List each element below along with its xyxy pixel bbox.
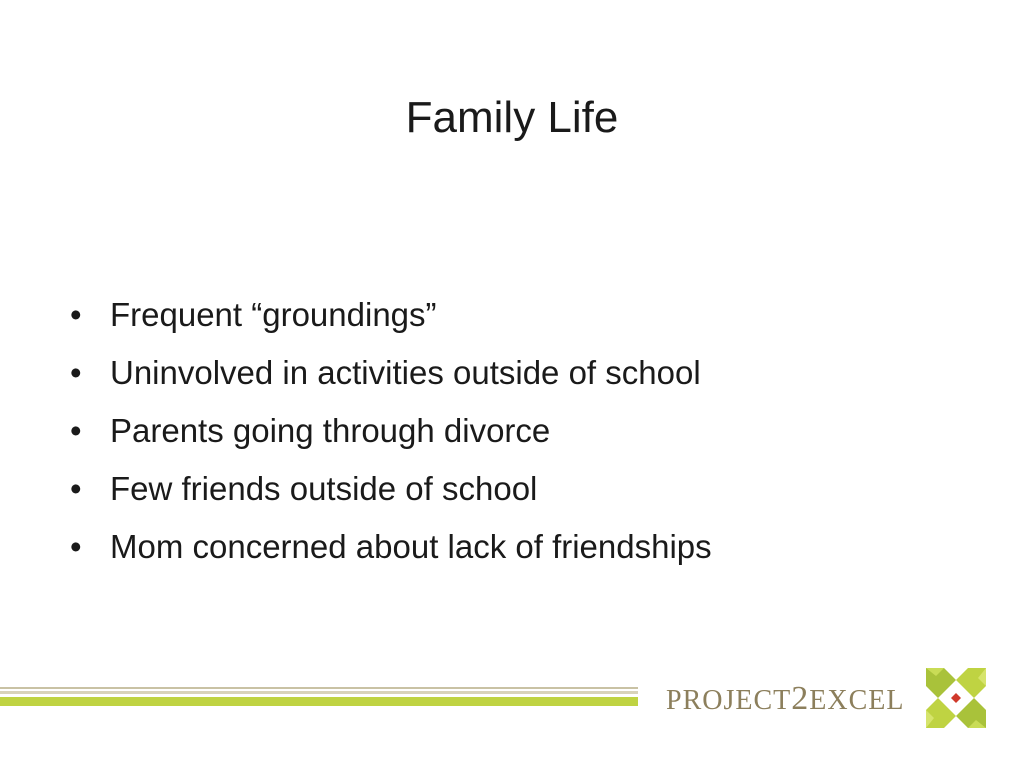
bullet-dot-icon: • <box>70 354 82 391</box>
bullet-text: Mom concerned about lack of friendships <box>110 528 712 565</box>
bullet-dot-icon: • <box>70 412 82 449</box>
x-cross-logo-icon <box>926 668 986 728</box>
footer-line-thin-top <box>0 687 638 689</box>
bullet-item <box>70 344 712 402</box>
bullet-item <box>70 460 712 518</box>
brand-word-project: PROJECT <box>666 685 792 716</box>
bullet-text: Frequent “groundings” <box>110 296 437 333</box>
bullet-list <box>70 286 712 576</box>
bullet-dot-icon: • <box>70 528 82 565</box>
bullet-text: Few friends outside of school <box>110 470 538 507</box>
footer-line-thin-middle <box>0 691 638 694</box>
bullet-item <box>70 518 712 576</box>
brand-number: 2 <box>791 680 810 717</box>
bullet-dot-icon: • <box>70 296 82 333</box>
bullet-item <box>70 402 712 460</box>
bullet-dot-icon: • <box>70 470 82 507</box>
bullet-text: Uninvolved in activities outside of school <box>110 354 701 391</box>
footer-decorative-lines <box>0 687 638 709</box>
brand-word-excel: EXCEL <box>809 685 905 716</box>
bullet-text: Parents going through divorce <box>110 412 551 449</box>
slide-title: Family Life <box>405 93 619 142</box>
bullet-item <box>70 286 712 344</box>
footer-line-green <box>0 697 638 706</box>
brand-wordmark <box>666 680 904 718</box>
